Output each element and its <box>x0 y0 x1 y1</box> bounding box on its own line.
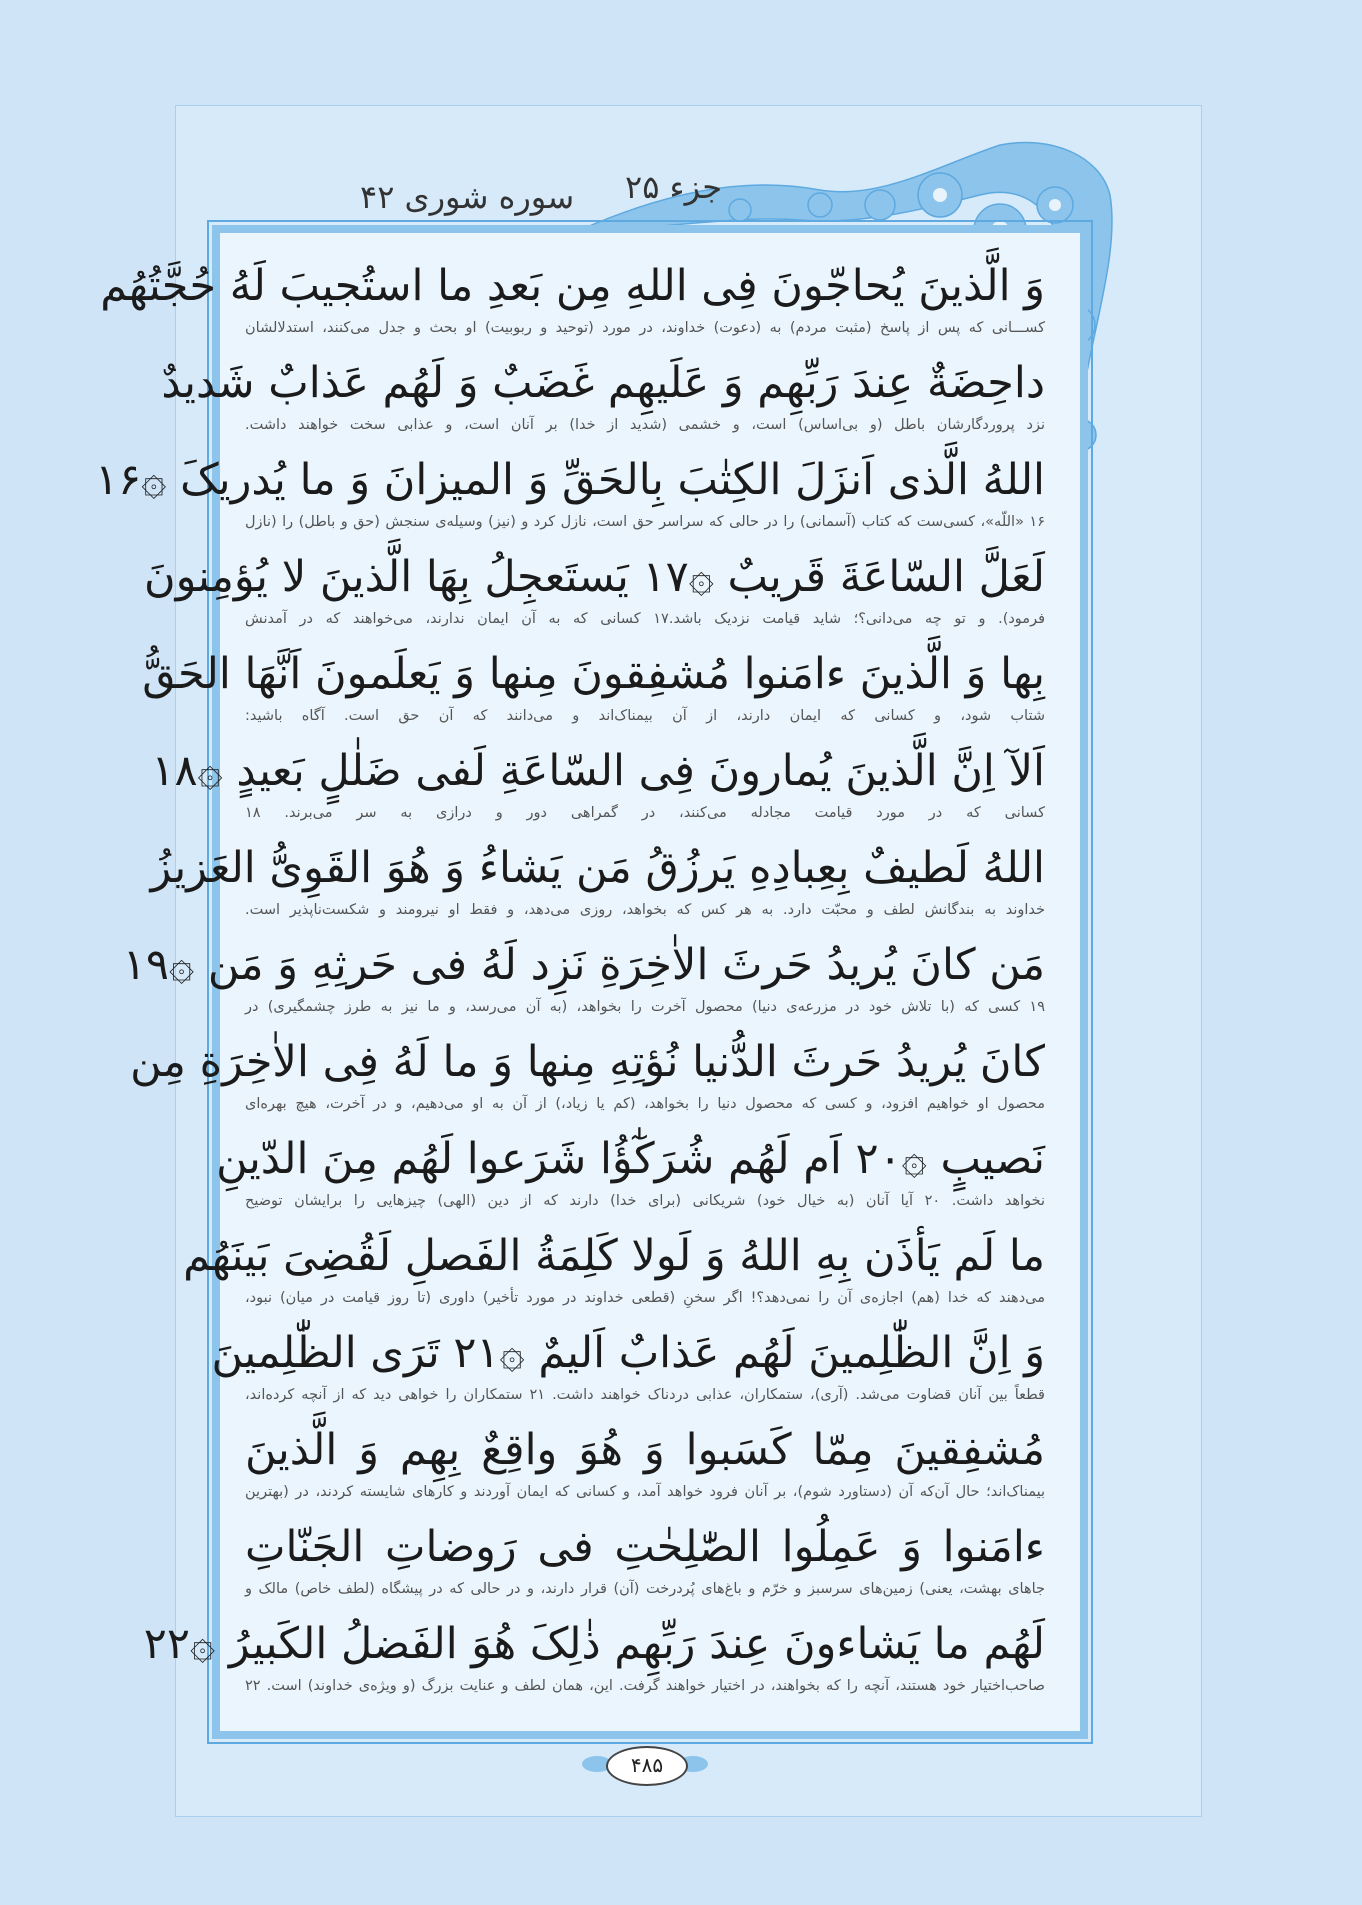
verses-container <box>95 255 1045 1710</box>
translation-line: ۱۶ «اللّه»، کسی‌ست که کتاب (آسمانی) را در حالی که سراسر حق است، نازل کرد و (نیز) وسیله‌ی سنجش (حق و باطل) را (نازل <box>245 514 1045 530</box>
translation-line: کسانی که در مورد قیامت مجادله می‌کنند، در گمراهی دور و درازی به سر می‌برند. ۱۸ <box>245 805 1045 821</box>
verse-line: بِها وَ الَّذینَ ءامَنوا مُشفِقونَ مِنها وَ یَعلَمونَ اَنَّهَا الحَقُّ <box>142 649 1045 699</box>
verse-line: مُشفِقینَ مِمّا کَسَبوا وَ هُوَ واقِعٌ بِهِم وَ الَّذینَ <box>245 1425 1045 1475</box>
translation-line: شتاب شود، و کسانی که ایمان دارند، از آن بیمناک‌اند و می‌دانند که آن حق است. آگاه باشید: <box>245 708 1045 724</box>
translation-line: می‌دهند که خدا (هم) اجازه‌ی آن را نمی‌دهد؟! اگر سخنِ (قطعی خداوند در مورد تأخیر) داوری (تا روز قیامت در میان) نبود، <box>245 1290 1045 1306</box>
translation-line: محصول او خواهیم افزود، و کسی که محصول دنیا را بخواهد، (کم یا زیاد،) از آن به او می‌دهیم، و در آخرت، هیچ بهره‌ای <box>245 1096 1045 1112</box>
verse-line: لَهُم ما یَشاءونَ عِندَ رَبِّهِم ذٰلِکَ هُوَ الفَضلُ الکَبیرُ ۞۲۲ <box>143 1619 1045 1669</box>
verse-line: وَ الَّذینَ یُحاجّونَ فِی اللهِ مِن بَعدِ ما استُجیبَ لَهُ حُجَّتُهُم <box>100 261 1045 311</box>
translation-line: جاهای بهشت، یعنی) زمین‌های سرسبز و خرّم و باغ‌های پُردرخت (آن) قرار دارند، و در حالی که در پیشگاه (لطف خاص) مالک و <box>245 1581 1045 1597</box>
verse-line: ما لَم یَأذَن بِهِ اللهُ وَ لَولا کَلِمَةُ الفَصلِ لَقُضِیَ بَینَهُم <box>183 1231 1045 1281</box>
page-number: ۴۸۵ <box>606 1746 688 1786</box>
translation-line: بیمناک‌اند؛ حال آن‌که آن (دستاورد شوم)، بر آنان فرود خواهد آمد، و کسانی که ایمان آوردند و کارهای شایسته کردند، در (بهترین <box>245 1484 1045 1500</box>
verse-line: ءامَنوا وَ عَمِلُوا الصّٰلِحٰتِ فی رَوضاتِ الجَنّاتِ <box>245 1522 1045 1572</box>
verse-line: وَ اِنَّ الظّٰلِمینَ لَهُم عَذابٌ اَلیمٌ ۞۲۱ تَرَی الظّٰلِمینَ <box>211 1328 1045 1378</box>
surah-label: سوره شوری ۴۲ <box>360 178 575 216</box>
verse-line: داحِضَةٌ عِندَ رَبِّهِم وَ عَلَیهِم غَضَبٌ وَ لَهُم عَذابٌ شَدیدٌ <box>161 358 1045 408</box>
translation-line: فرمود). و تو چه می‌دانی؟؛ شاید قیامت نزدیک باشد.۱۷ کسانی که به آن ایمان ندارند، می‌خواهند که در آمدنش <box>245 611 1045 627</box>
translation-line: کســـانی که پس از پاسخ (مثبت مردم) به (دعوت) خداوند، در مورد (توحید و ربوبیت) او بحث و جدل می‌کنند، استدلالشان <box>245 320 1045 336</box>
translation-line: نخواهد داشت. ۲۰ آیا آنان (به خیال خود) شریکانی (برای خدا) دارند که از دین (الهی) چیزهایی را برایشان توضیح <box>245 1193 1045 1209</box>
translation-line: صاحب‌اختیار خود هستند، آنچه را که بخواهند، در اختیار خواهند گرفت. این، همان لطف و عنایت بزرگ (و ویژه‌ی خداوند) است. ۲۲ <box>245 1678 1045 1694</box>
translation-line: خداوند به بندگانش لطف و محبّت دارد. به هر کس که بخواهد، روزی می‌دهد، و فقط او نیرومند و شکست‌ناپذیر است. <box>245 902 1045 918</box>
verse-line: اللهُ لَطیفٌ بِعِبادِهِ یَرزُقُ مَن یَشاءُ وَ هُوَ القَوِیُّ العَزیزُ <box>150 843 1045 893</box>
juz-label: جزء ۲۵ <box>625 168 723 206</box>
translation-line: ۱۹ کسی که (با تلاش خود در مزرعه‌ی دنیا) محصول آخرت را بخواهد، (به آن می‌رسد، و ما نیز به طرز چشمگیری) در <box>245 999 1045 1015</box>
translation-line: قطعاً بین آنان قضاوت می‌شد. (آری)، ستمکاران، عذابی دردناک خواهند داشت. ۲۱ ستمکاران را خواهی دید که از آنچه کرده‌اند، <box>245 1387 1045 1403</box>
verse-line: کانَ یُریدُ حَرثَ الدُّنیا نُؤتِهِ مِنها وَ ما لَهُ فِی الاٰخِرَةِ مِن <box>130 1037 1045 1087</box>
verse-line: اللهُ الَّذی اَنزَلَ الکِتٰبَ بِالحَقِّ وَ المیزانَ وَ ما یُدریکَ ۞۱۶ <box>95 455 1045 505</box>
verse-line: لَعَلَّ السّاعَةَ قَریبٌ ۞۱۷ یَستَعجِلُ بِهَا الَّذینَ لا یُؤمِنونَ <box>144 552 1045 602</box>
verse-line: اَلآ اِنَّ الَّذینَ یُمارونَ فِی السّاعَةِ لَفی ضَلٰلٍ بَعیدٍ ۞۱۸ <box>151 746 1045 796</box>
verse-line: مَن کانَ یُریدُ حَرثَ الاٰخِرَةِ نَزِد لَهُ فی حَرثِهِ وَ مَن ۞۱۹ <box>122 940 1045 990</box>
verse-line: نَصیبٍ ۞۲۰ اَم لَهُم شُرَکٰٓؤُا شَرَعوا لَهُم مِنَ الدّینِ <box>216 1134 1045 1184</box>
translation-line: نزد پروردگارشان باطل (و بی‌اساس) است، و خشمی (شدید از خدا) بر آنان است، و عذابی سخت خواهند داشت. <box>245 417 1045 433</box>
